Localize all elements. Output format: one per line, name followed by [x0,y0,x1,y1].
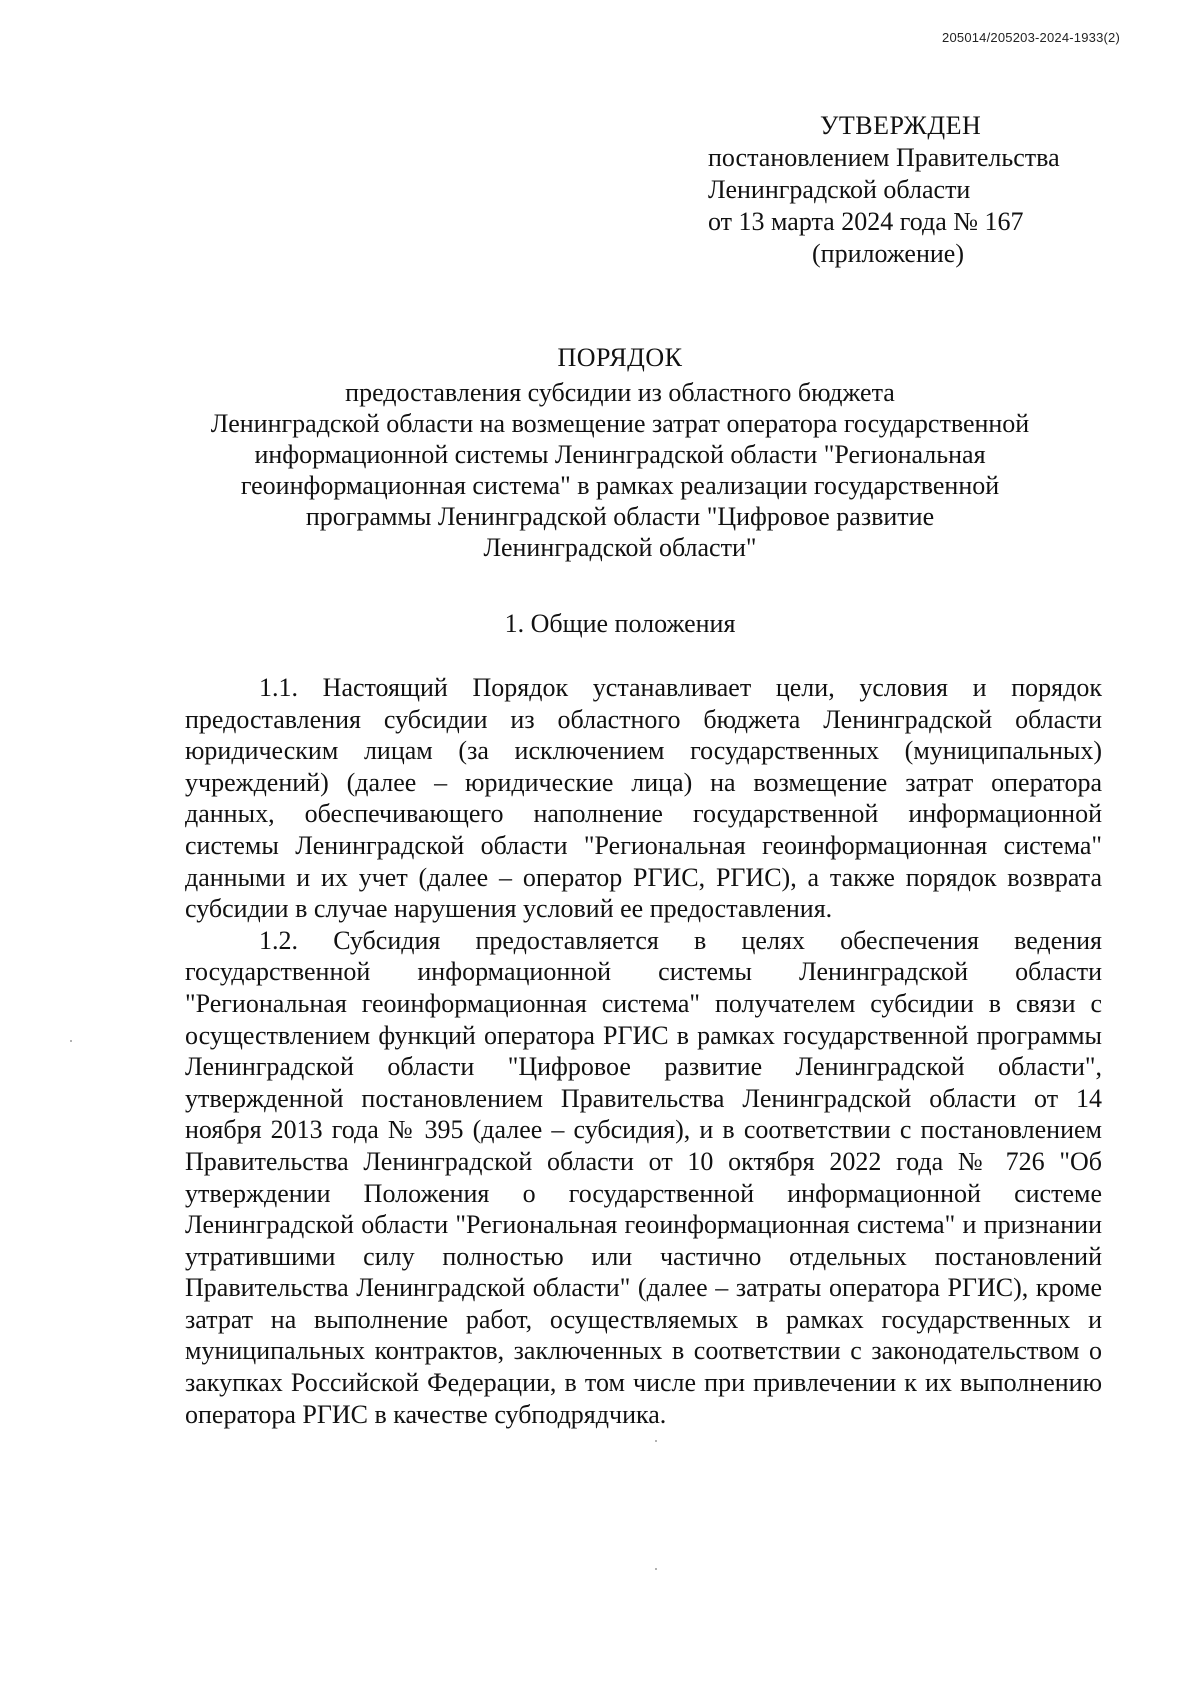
scan-speck [655,1568,657,1570]
scan-speck [655,1440,657,1442]
document-title-block [120,342,1120,563]
approval-line-1: постановлением Правительства [708,143,1060,172]
document-subtitle-line-5: программы Ленинградской области "Цифровое развитие [305,502,935,531]
paragraph-1-1: 1.1. Настоящий Порядок устанавливает цели, условия и порядок предоставления субсидии из областного бюджета Ленинградской области юридическим лицам (за исключением государственных (муниципальных) учреждений) (далее – юридические лица) на возмещение затрат оператора данных, обеспечивающего наполнение государственной информационной системы Ленинградской области "Региональная геоинформационная система" данными и их учет (далее – оператор РГИС, РГИС), а также порядок возврата субсидии в случае нарушения условий ее предоставления. [185,673,1102,924]
section-heading: 1. Общие положения [504,609,736,638]
approval-appendix: (приложение) [812,239,965,268]
section-body [185,672,1102,1430]
scan-speck [70,1040,72,1042]
approval-line-2: Ленинградской области [708,175,971,204]
document-subtitle-line-3: информационной системы Ленинградской области "Региональная [254,440,986,469]
document-subtitle-line-1: предоставления субсидии из областного бюджета [345,378,895,407]
approval-block [708,110,1128,270]
paragraph-1-2: 1.2. Субсидия предоставляется в целях обеспечения ведения государственной информационной системы Ленинградской области "Региональная геоинформационная система" получателем субсидии в связи с осуществлением функций оператора РГИС в рамках государственной программы Ленинградской области "Цифровое развитие Ленинградской области", утвержденной постановлением Правительства Ленинградской области от 14 ноября 2013 года № 395 (далее – субсидия), и в соответствии с постановлением Правительства Ленинградской области от 10 октября 2022 года № 726 "Об утверждении Положения о государственной информационной системе Ленинградской области "Региональная геоинформационная система" и признании утратившими силу полностью или частично отдельных постановлений Правительства Ленинградской области" (далее – затраты оператора РГИС), кроме затрат на выполнение работ, осуществляемых в рамках государственных и муниципальных контрактов, заключенных в соответствии с законодательством о закупках Российской Федерации, в том числе при привлечении к их выполнению оператора РГИС в качестве субподрядчика. [185,925,1102,1429]
document-subtitle-line-6: Ленинградской области" [483,533,757,562]
document-subtitle-line-2: Ленинградской области на возмещение затрат оператора государственной [210,409,1030,438]
document-id-number: 205014/205203-2024-1933(2) [942,30,1120,45]
approval-stamp-heading: УТВЕРЖДЕН [820,111,982,140]
document-subtitle-line-4: геоинформационная система" в рамках реализации государственной [240,471,1000,500]
approval-line-3: от 13 марта 2024 года № 167 [708,207,1024,236]
document-title: ПОРЯДОК [557,343,683,372]
